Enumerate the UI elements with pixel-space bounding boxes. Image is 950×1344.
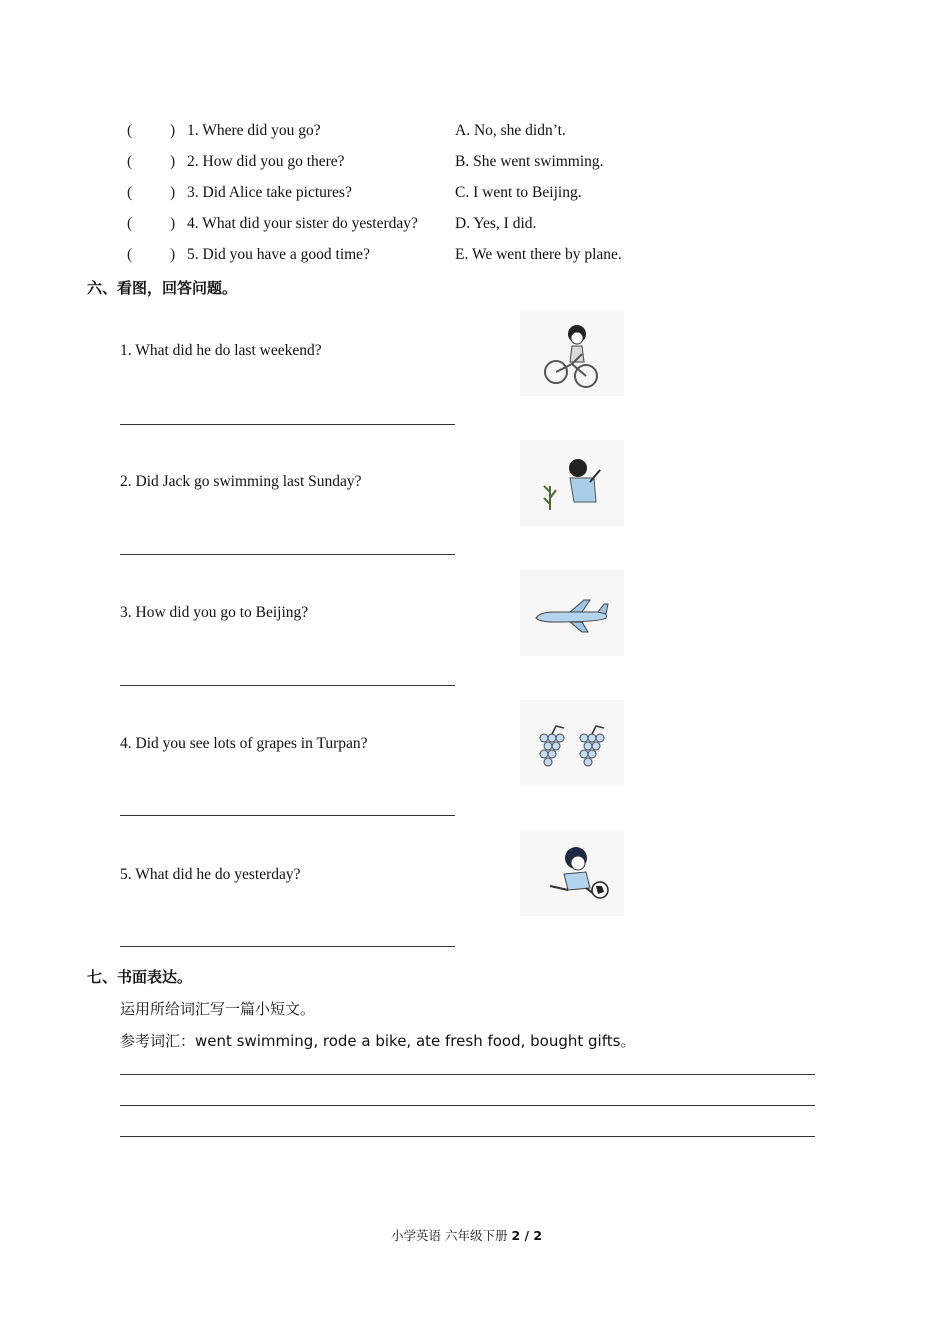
matching-answer: A. No, she didn’t. — [455, 122, 566, 139]
boy-playing-football-icon — [520, 830, 624, 916]
answer-paren-open: ( — [127, 153, 133, 170]
answer-paren-open: ( — [127, 246, 133, 263]
answer-line[interactable] — [120, 685, 455, 686]
matching-question: 3. Did Alice take pictures? — [187, 184, 352, 201]
section7-instruction: 运用所给词汇写一篇小短文。 — [120, 1000, 316, 1018]
writing-line[interactable] — [120, 1136, 815, 1137]
answer-paren-close: ) — [170, 215, 176, 232]
page-number: 2 / 2 — [511, 1228, 543, 1243]
matching-answer: E. We went there by plane. — [455, 246, 622, 263]
matching-question: 1. Where did you go? — [187, 122, 321, 139]
footer-subject: 小学英语 六年级下册 — [391, 1228, 508, 1243]
airplane-icon — [520, 570, 624, 656]
matching-answer: D. Yes, I did. — [455, 215, 537, 232]
matching-answer: B. She went swimming. — [455, 153, 604, 170]
picture-question: 3. How did you go to Beijing? — [120, 604, 309, 621]
answer-paren-open: ( — [127, 122, 133, 139]
picture-question: 4. Did you see lots of grapes in Turpan? — [120, 735, 368, 752]
picture-question: 2. Did Jack go swimming last Sunday? — [120, 473, 362, 490]
answer-line[interactable] — [120, 424, 455, 425]
answer-paren-close: ) — [170, 184, 176, 201]
matching-question: 4. What did your sister do yesterday? — [187, 215, 418, 232]
page-footer — [391, 1226, 542, 1244]
answer-paren-open: ( — [127, 215, 133, 232]
picture-question: 1. What did he do last weekend? — [120, 342, 322, 359]
writing-line[interactable] — [120, 1074, 815, 1075]
writing-line[interactable] — [120, 1105, 815, 1106]
answer-paren-close: ) — [170, 122, 176, 139]
answer-line[interactable] — [120, 946, 455, 947]
answer-paren-close: ) — [170, 153, 176, 170]
section7-heading: 七、书面表达。 — [87, 968, 193, 986]
grapes-icon — [520, 700, 624, 786]
answer-line[interactable] — [120, 554, 455, 555]
section6-heading: 六、看图，回答问题。 — [87, 279, 238, 297]
matching-question: 5. Did you have a good time? — [187, 246, 370, 263]
picture-question: 5. What did he do yesterday? — [120, 866, 301, 883]
section7-reference-words: 参考词汇：went swimming, rode a bike, ate fresh food, bought gifts。 — [120, 1032, 636, 1050]
boy-riding-bike-icon — [520, 310, 624, 396]
matching-question: 2. How did you go there? — [187, 153, 345, 170]
answer-line[interactable] — [120, 815, 455, 816]
answer-paren-open: ( — [127, 184, 133, 201]
boy-watering-plant-icon — [520, 440, 624, 526]
matching-answer: C. I went to Beijing. — [455, 184, 582, 201]
answer-paren-close: ) — [170, 246, 176, 263]
